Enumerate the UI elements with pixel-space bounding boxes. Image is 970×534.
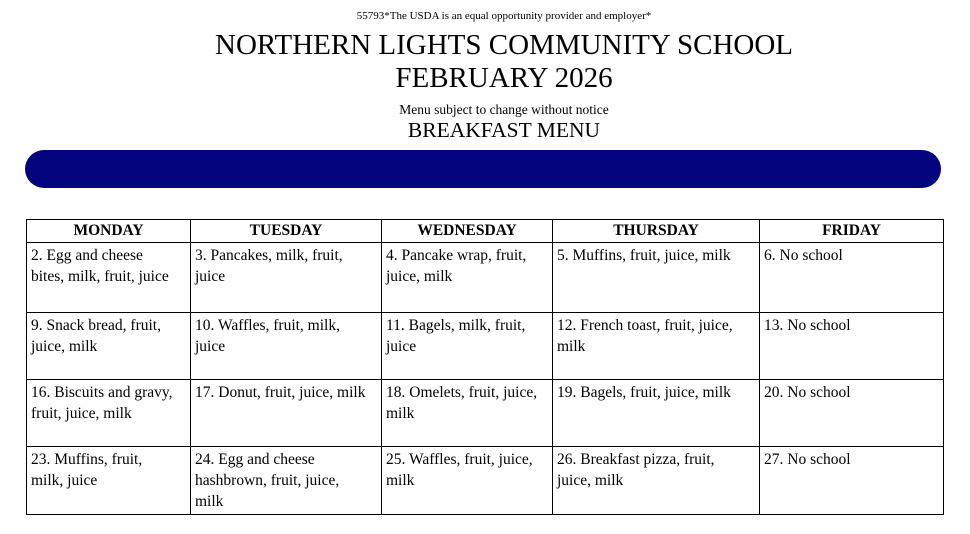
column-header-friday: FRIDAY: [760, 220, 944, 243]
menu-cell: 10. Waffles, fruit, milk, juice: [191, 313, 382, 380]
menu-cell: 25. Waffles, fruit, juice, milk: [382, 447, 553, 515]
menu-cell: 12. French toast, fruit, juice, milk: [553, 313, 760, 380]
menu-cell: 2. Egg and cheese bites, milk, fruit, juice: [27, 243, 191, 313]
menu-cell: 3. Pancakes, milk, fruit, juice: [191, 243, 382, 313]
menu-week-row: [27, 313, 944, 380]
menu-table: [26, 219, 944, 515]
school-name-title: NORTHERN LIGHTS COMMUNITY SCHOOL: [215, 29, 793, 61]
menu-change-notice: Menu subject to change without notice: [399, 102, 609, 117]
column-header-tuesday: TUESDAY: [191, 220, 382, 243]
menu-week-row: [27, 243, 944, 313]
column-header-monday: MONDAY: [27, 220, 191, 243]
menu-cell: 9. Snack bread, fruit, juice, milk: [27, 313, 191, 380]
column-header-thursday: THURSDAY: [553, 220, 760, 243]
month-year-title: FEBRUARY 2026: [395, 62, 613, 94]
weekday-header-row: [27, 220, 944, 243]
usda-disclaimer: 55793*The USDA is an equal opportunity provider and employer*: [356, 10, 652, 22]
menu-cell: 16. Biscuits and gravy, fruit, juice, milk: [27, 380, 191, 447]
menu-week-row: [27, 447, 944, 515]
menu-cell: 4. Pancake wrap, fruit, juice, milk: [382, 243, 553, 313]
menu-cell: 26. Breakfast pizza, fruit, juice, milk: [553, 447, 760, 515]
menu-week-row: [27, 380, 944, 447]
divider-bar: [25, 150, 941, 188]
menu-cell: 20. No school: [760, 380, 944, 447]
menu-cell: 18. Omelets, fruit, juice, milk: [382, 380, 553, 447]
menu-cell: 19. Bagels, fruit, juice, milk: [553, 380, 760, 447]
menu-cell: 24. Egg and cheese hashbrown, fruit, juice, milk: [191, 447, 382, 515]
menu-cell: 27. No school: [760, 447, 944, 515]
menu-cell: 23. Muffins, fruit, milk, juice: [27, 447, 191, 515]
breakfast-menu-title: BREAKFAST MENU: [407, 118, 601, 142]
menu-cell: 6. No school: [760, 243, 944, 313]
menu-cell: 17. Donut, fruit, juice, milk: [191, 380, 382, 447]
menu-cell: 13. No school: [760, 313, 944, 380]
document-header: [0, 0, 970, 142]
menu-cell: 11. Bagels, milk, fruit, juice: [382, 313, 553, 380]
column-header-wednesday: WEDNESDAY: [382, 220, 553, 243]
menu-cell: 5. Muffins, fruit, juice, milk: [553, 243, 760, 313]
